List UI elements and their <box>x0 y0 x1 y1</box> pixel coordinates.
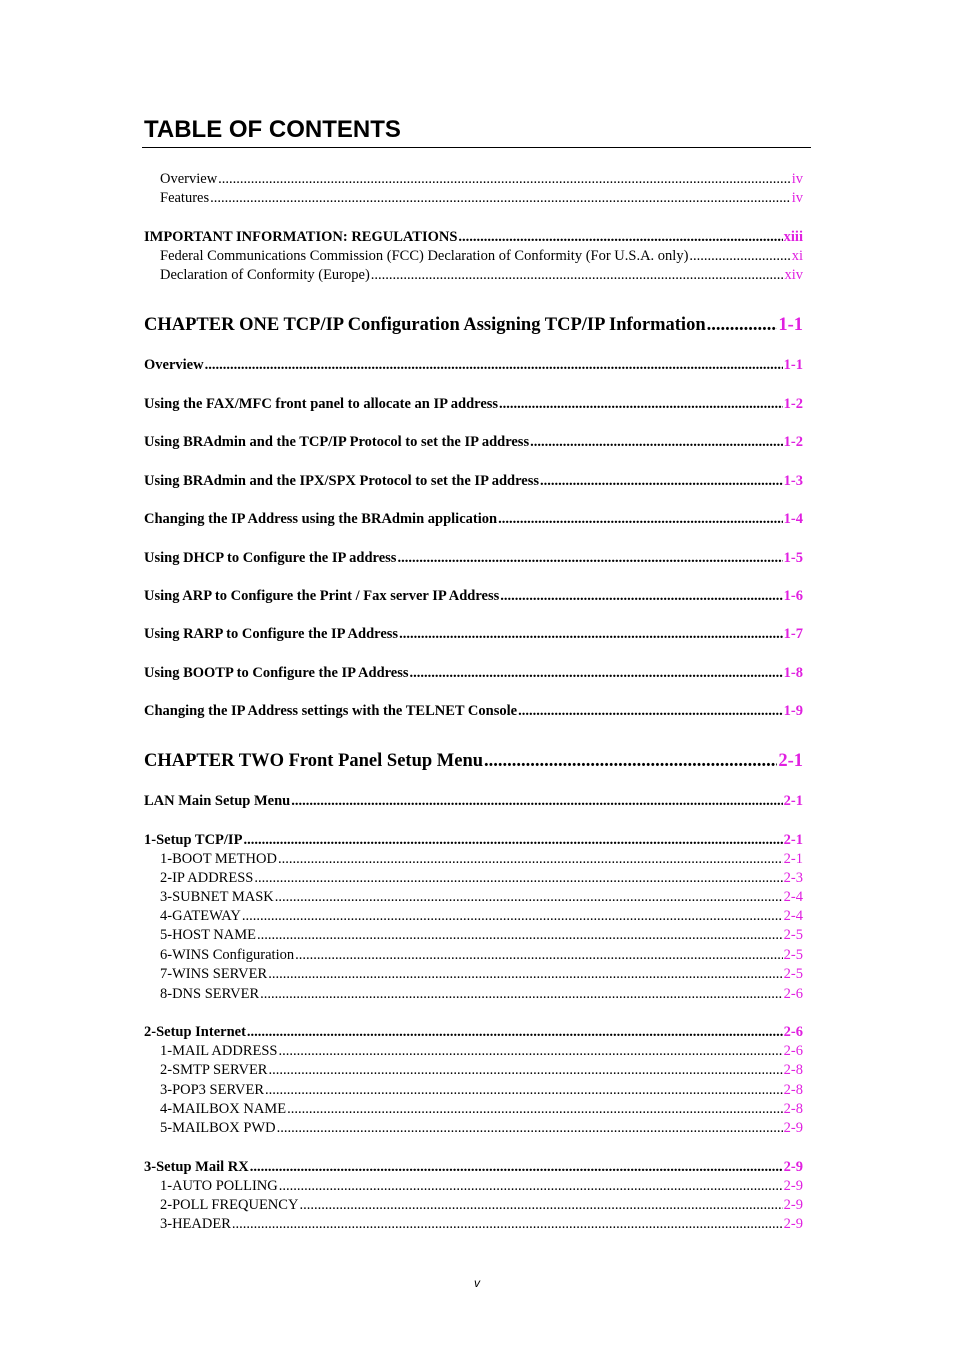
toc-entry-title: 3-Setup Mail RX <box>144 1159 249 1175</box>
toc-entry-title: 2-IP ADDRESS <box>160 870 254 886</box>
toc-entry-title: 1-MAIL ADDRESS <box>160 1043 278 1059</box>
toc-entry[interactable] <box>160 1196 803 1214</box>
toc-entry[interactable] <box>160 266 803 284</box>
dot-leader <box>277 1119 783 1137</box>
toc-page-number[interactable]: xi <box>791 248 803 264</box>
dot-leader <box>268 965 782 983</box>
toc-entry-title: 2-POLL FREQUENCY <box>160 1197 299 1213</box>
toc-entry-title: CHAPTER TWO Front Panel Setup Menu <box>144 751 484 771</box>
toc-entry[interactable] <box>160 850 803 868</box>
toc-entry-title: 6-WINS Configuration <box>160 947 295 963</box>
toc-page-number[interactable]: iv <box>791 190 803 206</box>
toc-entry-title: 1-AUTO POLLING <box>160 1178 278 1194</box>
toc-entry-title: Using BOOTP to Configure the IP Address <box>144 665 409 681</box>
dot-leader <box>287 1100 783 1118</box>
toc-entry-title: Changing the IP Address settings with the TELNET Console <box>144 703 518 719</box>
dot-leader <box>243 831 782 849</box>
toc-entry-title: Using BRAdmin and the IPX/SPX Protocol to set the IP address <box>144 473 540 489</box>
toc-entry[interactable] <box>160 1081 803 1099</box>
toc-page-number[interactable]: 2-9 <box>783 1159 803 1175</box>
dot-leader <box>399 625 783 643</box>
toc-page-number[interactable]: 1-9 <box>783 703 803 719</box>
dot-leader <box>295 946 783 964</box>
toc-entry[interactable] <box>144 356 803 374</box>
toc-page-number[interactable]: 1-1 <box>783 357 803 373</box>
dot-leader <box>291 792 782 810</box>
toc-page-number[interactable]: 2-6 <box>783 1043 803 1059</box>
toc-entry-title: 3-HEADER <box>160 1216 231 1232</box>
toc-entry[interactable] <box>160 907 803 925</box>
dot-leader <box>265 1081 783 1099</box>
toc-entry-title: 3-POP3 SERVER <box>160 1082 264 1098</box>
toc-entry[interactable] <box>160 1042 803 1060</box>
toc-page-number[interactable]: 2-8 <box>783 1082 803 1098</box>
dot-leader <box>254 869 782 887</box>
toc-entry[interactable] <box>144 831 803 849</box>
toc-entry[interactable] <box>144 472 803 490</box>
toc-entry-title: 2-SMTP SERVER <box>160 1062 268 1078</box>
toc-page-number[interactable]: 1-6 <box>783 588 803 604</box>
dot-leader <box>689 247 790 265</box>
toc-page-number[interactable]: 2-4 <box>783 889 803 905</box>
toc-page-number[interactable]: 2-3 <box>783 870 803 886</box>
toc-entry-title: 1-Setup TCP/IP <box>144 832 243 848</box>
toc-entry[interactable] <box>160 965 803 983</box>
toc-entry[interactable] <box>144 587 803 605</box>
toc-entry-title: Using RARP to Configure the IP Address <box>144 626 399 642</box>
dot-leader <box>371 266 784 284</box>
toc-page-number[interactable]: 1-8 <box>783 665 803 681</box>
toc-entry-title: Using DHCP to Configure the IP address <box>144 550 397 566</box>
dot-leader <box>250 1158 783 1176</box>
toc-entry-title: Features <box>160 190 210 206</box>
dot-leader <box>530 433 783 451</box>
toc-entry[interactable] <box>144 1158 803 1176</box>
dot-leader <box>397 549 782 567</box>
toc-entry[interactable] <box>144 395 803 413</box>
toc-entry[interactable] <box>160 926 803 944</box>
toc-entry-title: Using ARP to Configure the Print / Fax server IP Address <box>144 588 500 604</box>
toc-entry[interactable] <box>144 792 803 810</box>
dot-leader <box>257 926 783 944</box>
toc-entry-title: Federal Communications Commission (FCC) Declaration of Conformity (For U.S.A. only) <box>160 248 689 264</box>
toc-entry-title: 7-WINS SERVER <box>160 966 268 982</box>
toc-page-number[interactable]: 2-8 <box>783 1101 803 1117</box>
dot-leader <box>410 664 783 682</box>
toc-page-number[interactable]: 2-4 <box>783 908 803 924</box>
dot-leader <box>218 170 791 188</box>
toc-entry[interactable] <box>144 1023 803 1041</box>
dot-leader <box>275 888 783 906</box>
toc-page-number[interactable]: 2-9 <box>783 1178 803 1194</box>
toc-page-number[interactable]: 1-2 <box>783 434 803 450</box>
toc-page-number[interactable]: 2-1 <box>783 851 803 867</box>
toc-page-number[interactable]: iv <box>791 171 803 187</box>
toc-entry-title: 8-DNS SERVER <box>160 986 260 1002</box>
toc-page-number[interactable]: 2-1 <box>783 793 803 809</box>
title-rule <box>142 147 811 148</box>
dot-leader <box>205 356 783 374</box>
toc-page-number[interactable]: 1-4 <box>783 511 803 527</box>
toc-entry-title: Using BRAdmin and the TCP/IP Protocol to set the IP address <box>144 434 530 450</box>
toc-entry[interactable] <box>160 1177 803 1195</box>
toc-entry-title: 3-SUBNET MASK <box>160 889 274 905</box>
toc-entry[interactable] <box>144 228 803 246</box>
toc-entry-title: 4-MAILBOX NAME <box>160 1101 287 1117</box>
toc-page-number[interactable]: 1-3 <box>783 473 803 489</box>
dot-leader <box>242 907 783 925</box>
toc-entry[interactable] <box>144 433 803 451</box>
toc-entry-title: 4-GATEWAY <box>160 908 241 924</box>
toc-entry-title: Changing the IP Address using the BRAdmin application <box>144 511 498 527</box>
dot-leader <box>268 1061 782 1079</box>
toc-entry-title: 2-Setup Internet <box>144 1024 246 1040</box>
toc-entry[interactable] <box>144 510 803 528</box>
toc-entry-title: Using the FAX/MFC front panel to allocate an IP address <box>144 396 499 412</box>
toc-entry[interactable] <box>160 985 803 1003</box>
toc-entry-title: CHAPTER ONE TCP/IP Configuration Assigning TCP/IP Information <box>144 315 706 335</box>
toc-entry[interactable] <box>144 664 803 682</box>
toc-page-number[interactable]: 1-2 <box>783 396 803 412</box>
toc-entry[interactable] <box>160 189 803 207</box>
toc-page-number[interactable]: 2-9 <box>783 1120 803 1136</box>
dot-leader <box>260 985 783 1003</box>
toc-page-number[interactable]: 1-1 <box>778 315 803 335</box>
dot-leader <box>500 587 782 605</box>
toc-page-number[interactable]: xiii <box>783 229 803 245</box>
toc-entry-title: 5-HOST NAME <box>160 927 256 943</box>
dot-leader <box>279 1042 783 1060</box>
dot-leader <box>540 472 783 490</box>
toc-entry[interactable] <box>144 549 803 567</box>
toc-entry-title: Declaration of Conformity (Europe) <box>160 267 370 283</box>
toc-page-number[interactable]: 1-5 <box>783 550 803 566</box>
toc-chapter-entry[interactable] <box>144 749 803 773</box>
dot-leader <box>299 1196 782 1214</box>
dot-leader <box>518 702 783 720</box>
toc-page-number[interactable]: 2-8 <box>783 1062 803 1078</box>
toc-page-number[interactable]: 2-1 <box>783 832 803 848</box>
page-number: v <box>474 1276 480 1290</box>
toc-entry[interactable] <box>144 625 803 643</box>
toc-page-number[interactable]: 2-5 <box>783 927 803 943</box>
dot-leader <box>458 228 782 246</box>
toc-entry-title: Overview <box>144 357 204 373</box>
toc-entry-title: LAN Main Setup Menu <box>144 793 291 809</box>
toc-entry[interactable] <box>160 1119 803 1137</box>
toc-entry[interactable] <box>160 946 803 964</box>
toc-entry[interactable] <box>160 869 803 887</box>
toc-page-number[interactable]: 2-6 <box>783 1024 803 1040</box>
dot-leader <box>499 395 783 413</box>
toc-entry[interactable] <box>160 1100 803 1118</box>
toc-entry-title: Overview <box>160 171 218 187</box>
toc-page-number[interactable]: 1-7 <box>783 626 803 642</box>
toc-entry-title: 1-BOOT METHOD <box>160 851 277 867</box>
dot-leader <box>498 510 783 528</box>
toc-entry[interactable] <box>160 1061 803 1079</box>
toc-entry[interactable] <box>160 247 803 265</box>
dot-leader <box>279 1177 783 1195</box>
page-title: TABLE OF CONTENTS <box>144 116 401 143</box>
toc-entry[interactable] <box>144 702 803 720</box>
toc-page-number[interactable]: xiv <box>784 267 803 283</box>
toc-page-number[interactable]: 2-9 <box>783 1197 803 1213</box>
toc-page-number[interactable]: 2-5 <box>783 947 803 963</box>
toc-page-number[interactable]: 2-9 <box>783 1216 803 1232</box>
toc-page-number[interactable]: 2-1 <box>778 751 803 771</box>
dot-leader <box>247 1023 783 1041</box>
toc-page-number[interactable]: 2-6 <box>783 986 803 1002</box>
toc-entry-title: IMPORTANT INFORMATION: REGULATIONS <box>144 229 458 245</box>
toc-chapter-entry[interactable] <box>144 313 803 337</box>
dot-leader <box>232 1215 783 1233</box>
toc-entry[interactable] <box>160 888 803 906</box>
dot-leader <box>278 850 783 868</box>
toc-entry[interactable] <box>160 1215 803 1233</box>
toc-entry[interactable] <box>160 170 803 188</box>
toc-page-number[interactable]: 2-5 <box>783 966 803 982</box>
toc-entry-title: 5-MAILBOX PWD <box>160 1120 276 1136</box>
dot-leader <box>484 749 777 773</box>
dot-leader <box>707 313 778 337</box>
dot-leader <box>210 189 791 207</box>
